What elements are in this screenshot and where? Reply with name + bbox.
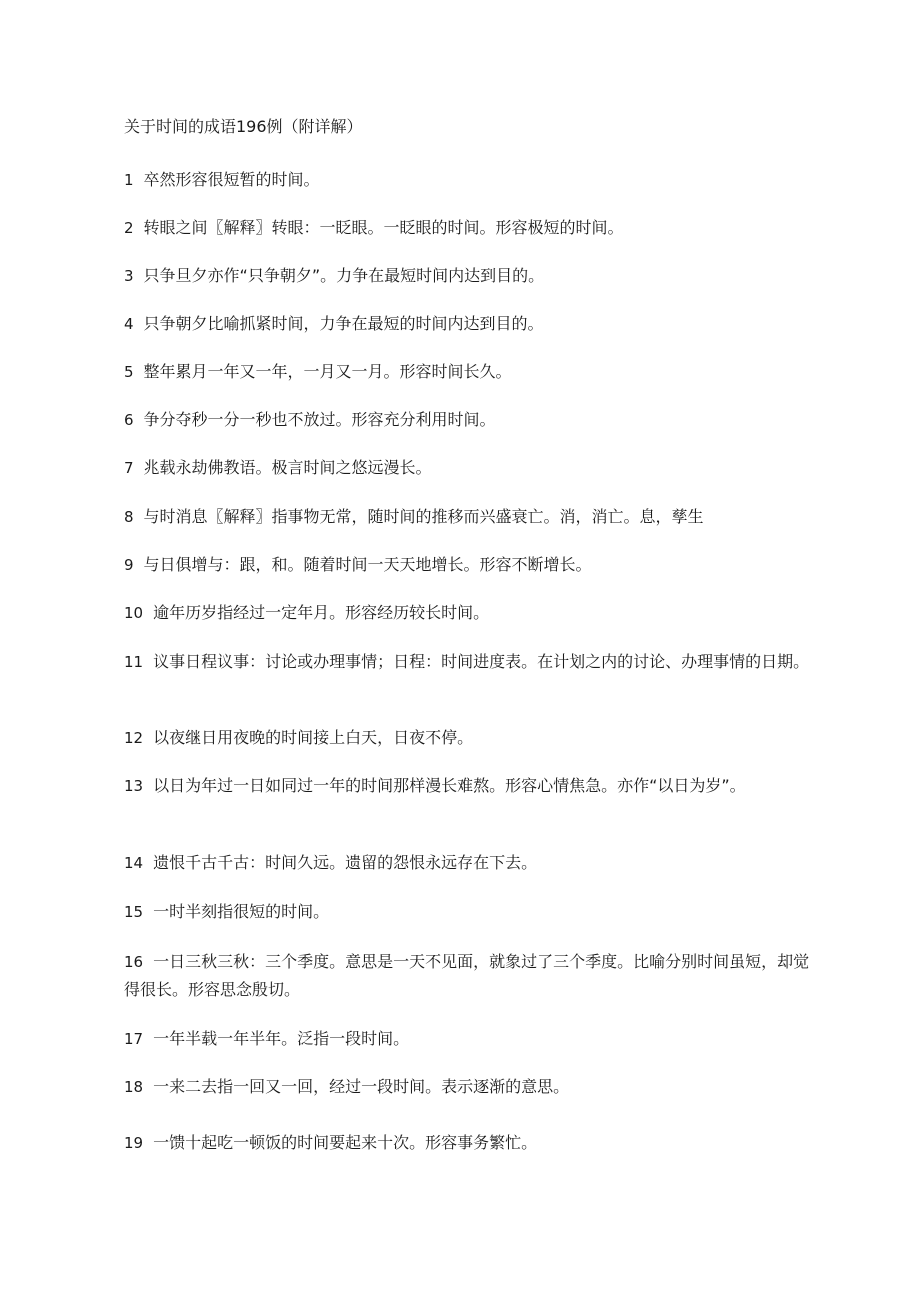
list-item — [124, 214, 814, 242]
item-number: 7 — [124, 459, 134, 477]
list-item — [124, 1073, 814, 1101]
item-text: 一馈十起吃一顿饭的时间要起来十次。形容事务繁忙。 — [153, 1133, 538, 1152]
item-text: 卒然形容很短暂的时间。 — [143, 170, 320, 189]
item-number: 10 — [124, 604, 144, 622]
item-number: 6 — [124, 411, 134, 429]
list-item — [124, 772, 814, 800]
item-text: 一日三秋三秋：三个季度。意思是一天不见面，就象过了三个季度。比喻分别时间虽短，却觉得很长。形容思念殷切。 — [124, 952, 810, 999]
list-item — [124, 1129, 814, 1157]
item-text: 与时消息〖解释〗指事物无常，随时间的推移而兴盛衰亡。消，消亡。息，孳生 — [143, 507, 704, 526]
list-item — [124, 358, 814, 386]
item-number: 16 — [124, 953, 144, 971]
item-number: 19 — [124, 1134, 144, 1152]
item-text: 兆载永劫佛教语。极言时间之悠远漫长。 — [143, 458, 432, 477]
item-text: 遗恨千古千古：时间久远。遗留的怨恨永远存在下去。 — [153, 853, 538, 872]
item-number: 12 — [124, 729, 144, 747]
item-number: 4 — [124, 315, 134, 333]
list-item — [124, 849, 814, 877]
list-item — [124, 262, 814, 290]
document-title: 关于时间的成语196例（附详解） — [124, 117, 363, 136]
item-text: 一年半载一年半年。泛指一段时间。 — [153, 1029, 410, 1048]
item-number: 5 — [124, 363, 134, 381]
item-number: 2 — [124, 219, 134, 237]
item-number: 14 — [124, 854, 144, 872]
list-item — [124, 503, 814, 531]
item-text: 以夜继日用夜晚的时间接上白天，日夜不停。 — [153, 728, 474, 747]
list-item — [124, 948, 814, 1003]
list-item — [124, 454, 814, 482]
item-text: 议事日程议事：讨论或办理事情；日程：时间进度表。在计划之内的讨论、办理事情的日期。 — [153, 652, 810, 671]
item-text: 与日俱增与：跟，和。随着时间一天天地增长。形容不断增长。 — [143, 555, 592, 574]
item-number: 9 — [124, 556, 134, 574]
list-item — [124, 648, 814, 676]
item-text: 只争旦夕亦作“只争朝夕”。力争在最短时间内达到目的。 — [143, 266, 545, 285]
item-text: 一时半刻指很短的时间。 — [153, 902, 330, 921]
item-number: 8 — [124, 508, 134, 526]
item-text: 只争朝夕比喻抓紧时间，力争在最短的时间内达到目的。 — [143, 314, 544, 333]
item-number: 13 — [124, 777, 144, 795]
list-item — [124, 1025, 814, 1053]
item-text: 转眼之间〖解释〗转眼：一眨眼。一眨眼的时间。形容极短的时间。 — [143, 218, 624, 237]
item-text: 一来二去指一回又一回，经过一段时间。表示逐渐的意思。 — [153, 1077, 570, 1096]
item-text: 争分夺秒一分一秒也不放过。形容充分利用时间。 — [143, 410, 496, 429]
list-item — [124, 724, 814, 752]
list-item — [124, 599, 814, 627]
list-item — [124, 166, 814, 194]
item-text: 以日为年过一日如同过一年的时间那样漫长难熬。形容心情焦急。亦作“以日为岁”。 — [153, 776, 746, 795]
item-number: 17 — [124, 1030, 144, 1048]
item-number: 3 — [124, 267, 134, 285]
item-number: 1 — [124, 171, 134, 189]
item-number: 11 — [124, 653, 144, 671]
item-number: 18 — [124, 1078, 144, 1096]
list-item — [124, 551, 814, 579]
item-text: 逾年历岁指经过一定年月。形容经历较长时间。 — [153, 603, 490, 622]
list-item — [124, 406, 814, 434]
list-item — [124, 898, 814, 926]
item-number: 15 — [124, 903, 144, 921]
item-text: 整年累月一年又一年，一月又一月。形容时间长久。 — [143, 362, 512, 381]
list-item — [124, 310, 814, 338]
